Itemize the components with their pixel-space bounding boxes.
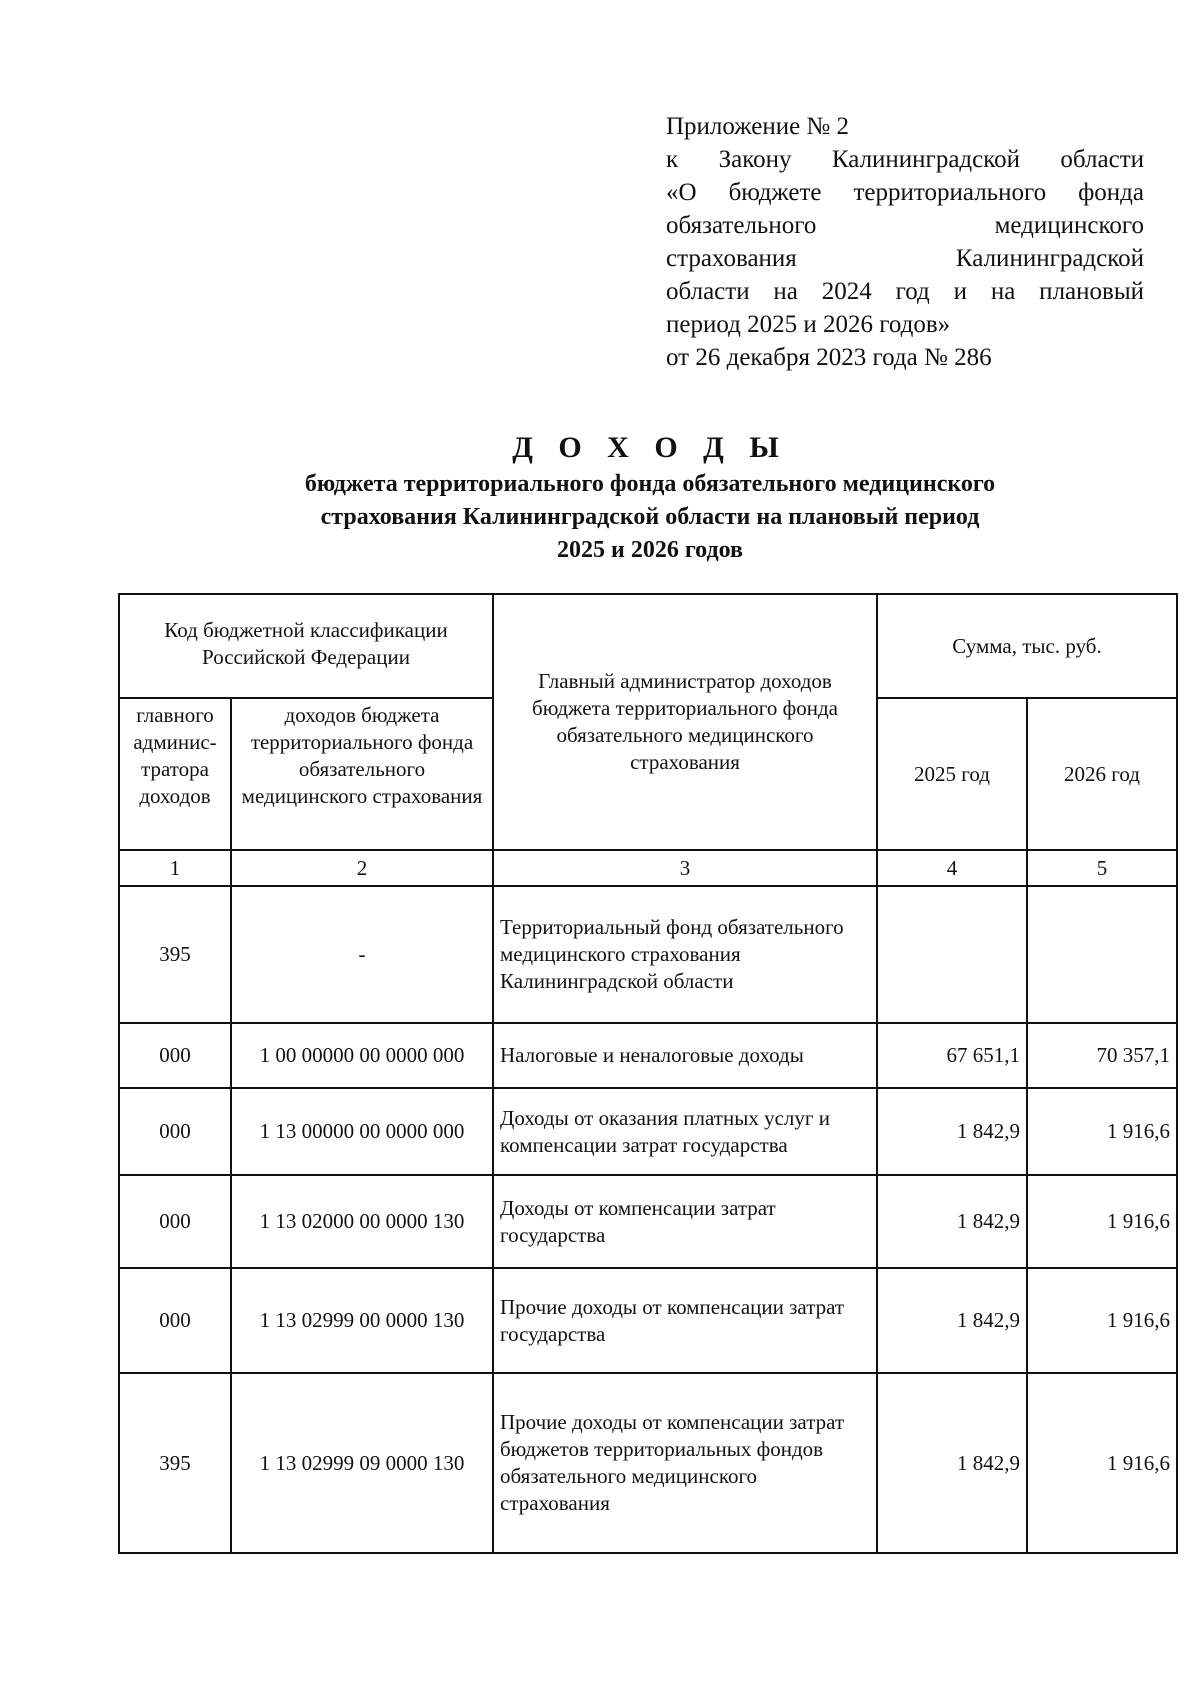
column-number: 5: [1027, 850, 1177, 886]
amount-2026-cell: [1027, 886, 1177, 1023]
appendix-line: период 2025 и 2026 годов»: [666, 311, 951, 338]
document-subtitle-line: 2025 и 2026 годов: [557, 537, 743, 563]
column-number: 4: [877, 850, 1027, 886]
appendix-line: Приложение № 2: [666, 113, 850, 140]
appendix-block: [666, 110, 1144, 374]
header-kbk: Код бюджетной классификации Российской Федерации: [119, 594, 493, 698]
name-cell: Прочие доходы от компенсации затрат государства: [493, 1268, 877, 1373]
income-code-cell: -: [231, 886, 493, 1023]
table-row: [119, 1373, 1177, 1553]
name-cell: Территориальный фонд обязательного медицинского страхования Калининградской области: [493, 886, 877, 1023]
appendix-line: от 26 декабря 2023 года № 286: [666, 344, 992, 371]
column-number: 2: [231, 850, 493, 886]
name-cell: Прочие доходы от компенсации затрат бюджетов территориальных фондов обязательного медицинского страхования: [493, 1373, 877, 1553]
amount-2025-cell: 1 842,9: [877, 1175, 1027, 1268]
amount-2026-cell: 1 916,6: [1027, 1088, 1177, 1175]
income-code-cell: 1 13 02999 00 0000 130: [231, 1268, 493, 1373]
admin-code-cell: 000: [119, 1268, 231, 1373]
income-code-cell: 1 13 02000 00 0000 130: [231, 1175, 493, 1268]
amount-2025-cell: 67 651,1: [877, 1023, 1027, 1088]
admin-code-cell: 000: [119, 1175, 231, 1268]
appendix-line: обязательного медицинского: [666, 212, 1144, 239]
appendix-line: области на 2024 год и на плановый: [666, 278, 1144, 305]
amount-2026-cell: 1 916,6: [1027, 1373, 1177, 1553]
document-heading: [200, 428, 1100, 567]
name-cell: Доходы от компенсации затрат государства: [493, 1175, 877, 1268]
amount-2025-cell: 1 842,9: [877, 1088, 1027, 1175]
header-year-2026: 2026 год: [1027, 698, 1177, 850]
amount-2026-cell: 1 916,6: [1027, 1268, 1177, 1373]
amount-2026-cell: 1 916,6: [1027, 1175, 1177, 1268]
admin-code-cell: 395: [119, 886, 231, 1023]
name-cell: Доходы от оказания платных услуг и компенсации затрат государства: [493, 1088, 877, 1175]
income-table: [118, 593, 1178, 1554]
document-title: Д О Х О Д Ы: [512, 431, 788, 464]
income-code-cell: 1 13 02999 09 0000 130: [231, 1373, 493, 1553]
header-sum: Сумма, тыс. руб.: [877, 594, 1177, 698]
header-admin-code: главного админис-тратора доходов: [119, 698, 231, 850]
table-row: [119, 886, 1177, 1023]
appendix-line: «О бюджете территориального фонда: [666, 179, 1144, 206]
table-row: [119, 1175, 1177, 1268]
column-number: 3: [493, 850, 877, 886]
admin-code-cell: 000: [119, 1088, 231, 1175]
appendix-line: к Закону Калининградской области: [666, 146, 1144, 173]
table-row: [119, 1268, 1177, 1373]
header-year-2025: 2025 год: [877, 698, 1027, 850]
document-subtitle-line: бюджета территориального фонда обязательного медицинского: [304, 471, 996, 497]
header-income-code: доходов бюджета территориального фонда обязательного медицинского страхования: [231, 698, 493, 850]
header-admin-name: Главный администратор доходов бюджета территориального фонда обязательного медицинского страхования: [493, 594, 877, 850]
document-subtitle-line: страхования Калининградской области на плановый период: [320, 504, 980, 530]
amount-2025-cell: 1 842,9: [877, 1373, 1027, 1553]
amount-2025-cell: 1 842,9: [877, 1268, 1027, 1373]
table-row: [119, 1023, 1177, 1088]
amount-2026-cell: 70 357,1: [1027, 1023, 1177, 1088]
amount-2025-cell: [877, 886, 1027, 1023]
income-code-cell: 1 00 00000 00 0000 000: [231, 1023, 493, 1088]
column-number: 1: [119, 850, 231, 886]
table-row: [119, 1088, 1177, 1175]
admin-code-cell: 395: [119, 1373, 231, 1553]
name-cell: Налоговые и неналоговые доходы: [493, 1023, 877, 1088]
income-code-cell: 1 13 00000 00 0000 000: [231, 1088, 493, 1175]
column-number-row: [119, 850, 1177, 886]
appendix-line: страхования Калининградской: [666, 245, 1144, 272]
admin-code-cell: 000: [119, 1023, 231, 1088]
